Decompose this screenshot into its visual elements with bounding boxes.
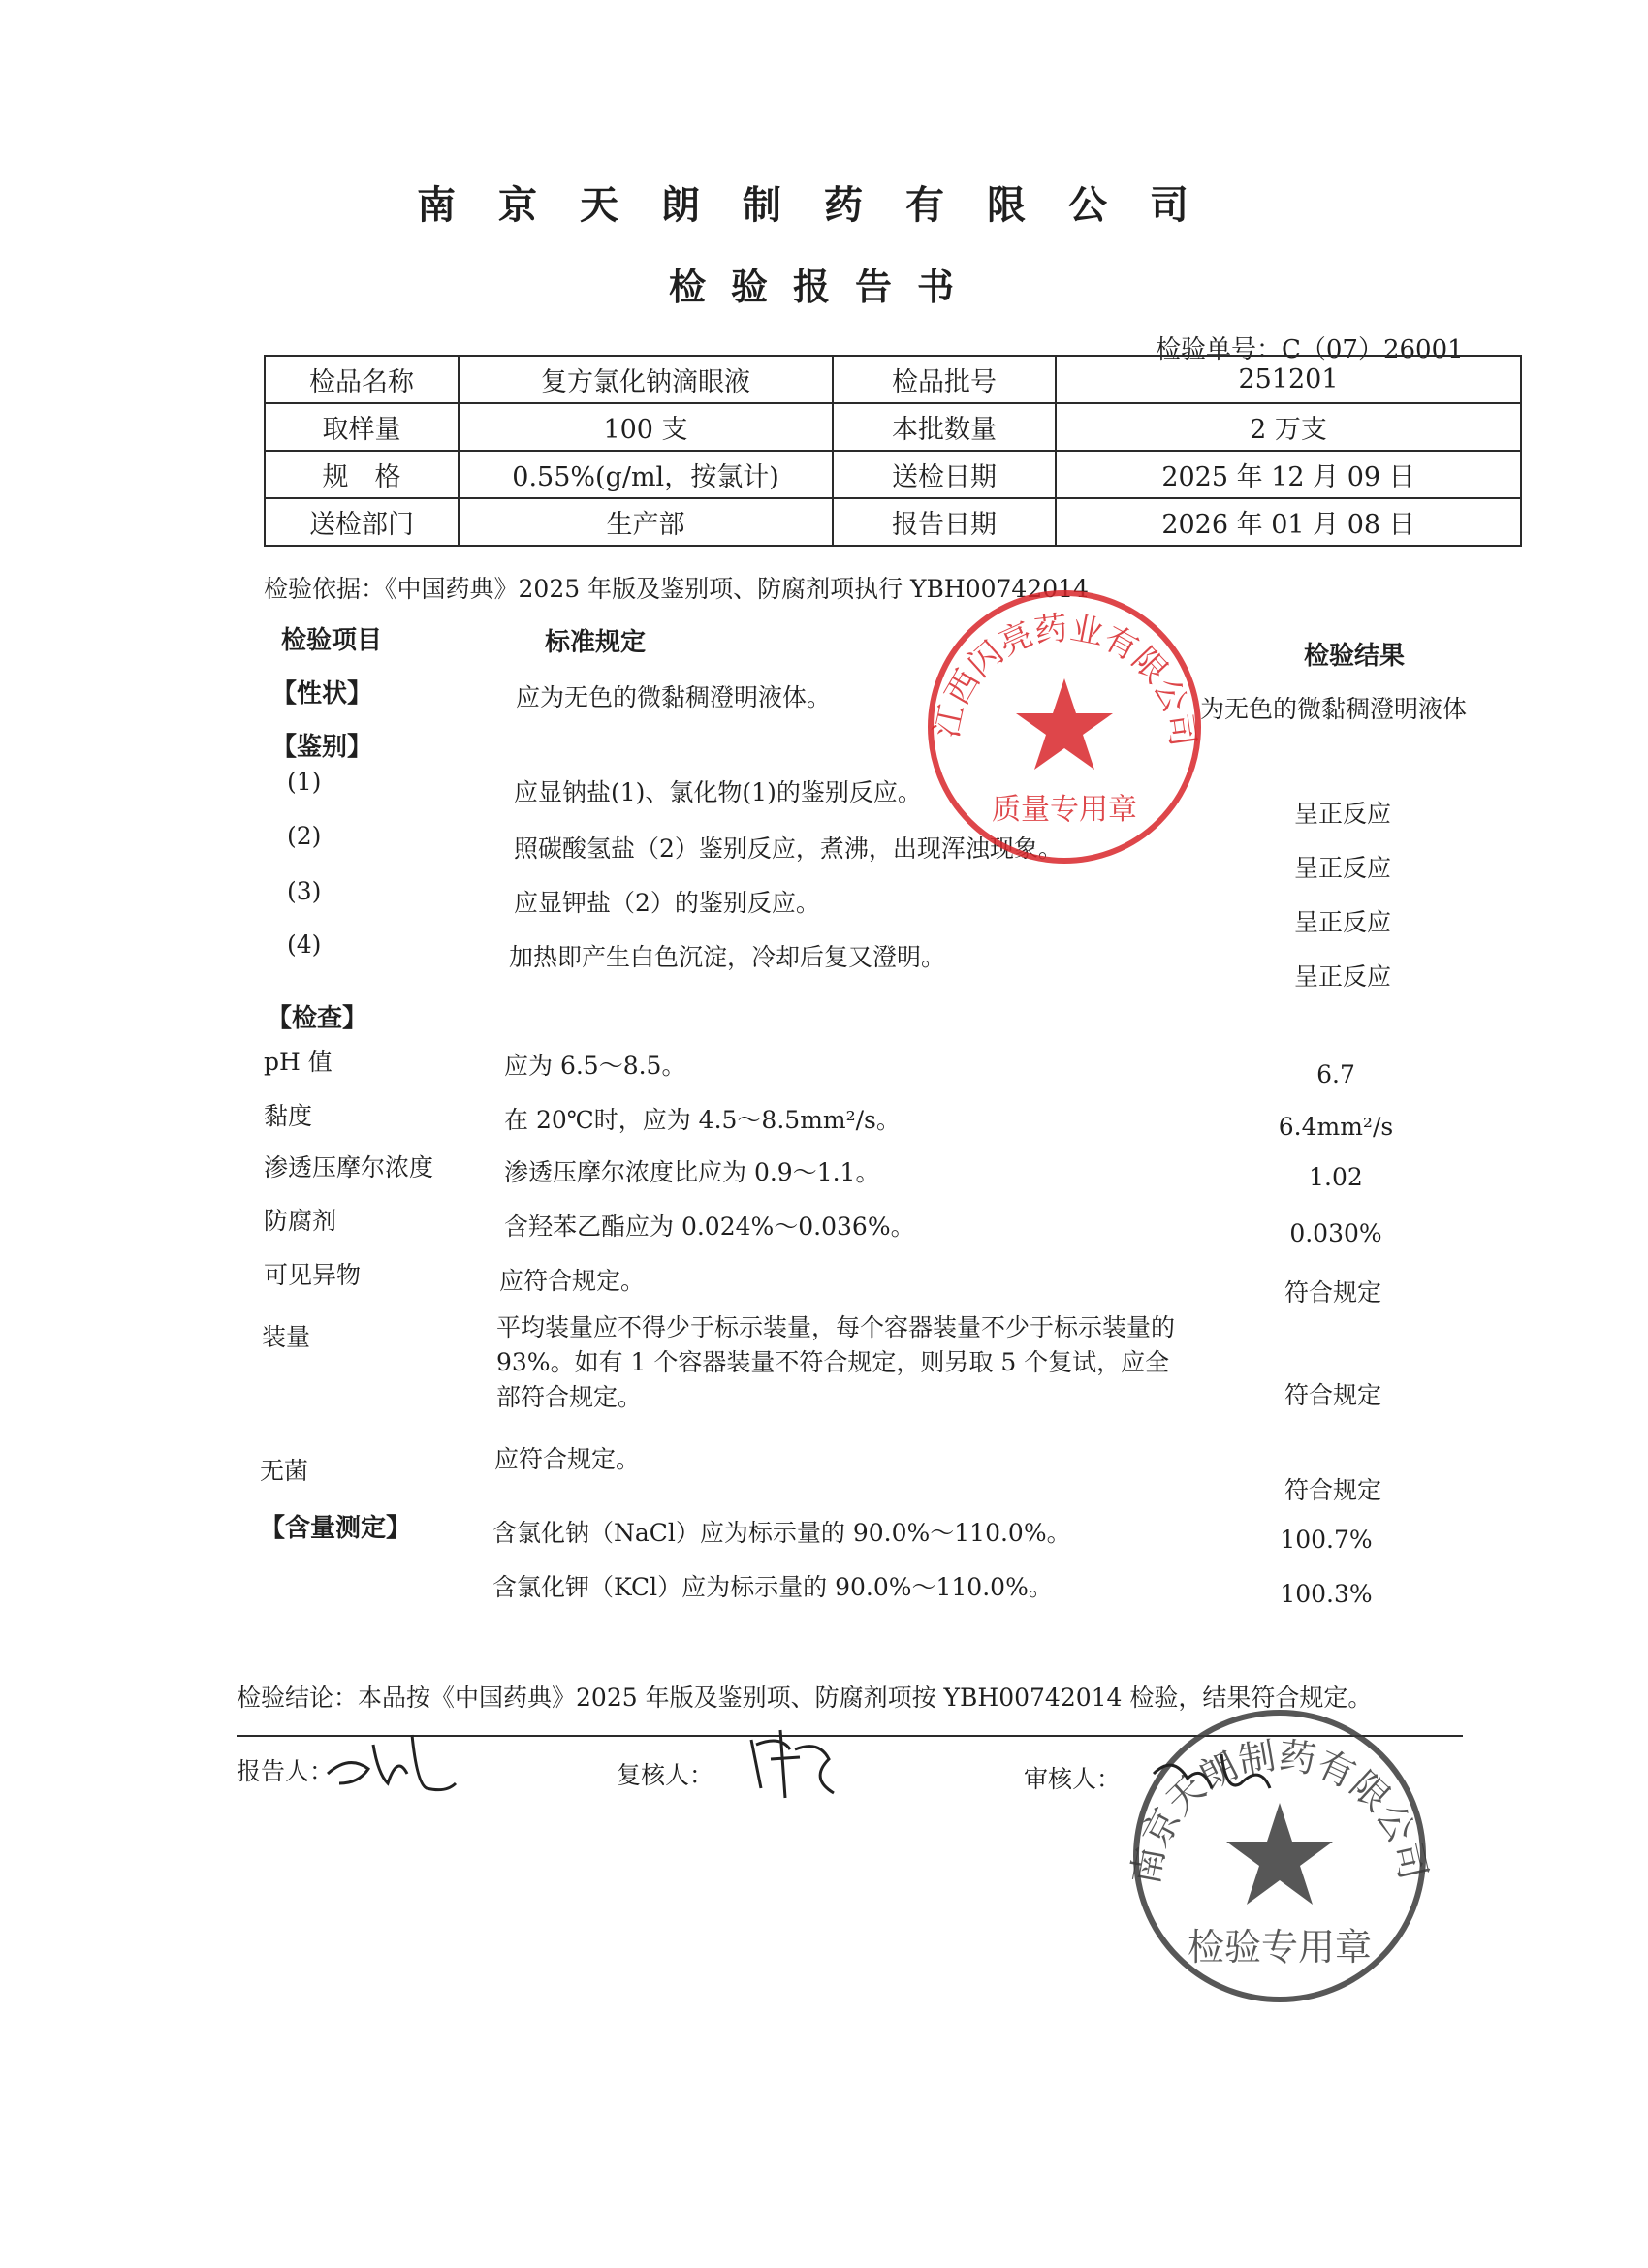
standard-text: 应显钠盐(1)、氯化物(1)的鉴别反应。 [514,778,922,806]
value-cell: 251201 [1056,356,1521,403]
item-name: 黏度 [264,1102,313,1130]
result-text: 100.7% [1280,1526,1373,1554]
red-seal-ring-text: 江西闪亮药业有限公司 [927,608,1202,749]
result-text: 呈正反应 [1293,854,1391,882]
item-name: pH 值 [264,1048,333,1076]
value-cell: 2025 年 12 月 09 日 [1056,451,1521,498]
approver-signature [1144,1735,1280,1812]
value-cell: 100 支 [459,403,833,451]
item-name: 无菌 [260,1457,309,1485]
red-quality-seal [919,582,1210,872]
item-name: 渗透压摩尔浓度 [264,1153,434,1181]
item-number: (4) [287,930,322,959]
item-name: 防腐剂 [264,1207,337,1235]
table-row [265,498,1521,546]
report-title: 检验报告书 [668,265,979,308]
item-number: (3) [287,877,322,905]
standard-text: 渗透压摩尔浓度比应为 0.9～1.1。 [504,1158,880,1186]
value-cell: 复方氯化钠滴眼液 [459,356,833,403]
checker-signature [742,1720,848,1817]
result-text: 1.02 [1309,1163,1363,1191]
label-cell: 规 格 [265,451,459,498]
column-item: 检验项目 [281,626,383,655]
standard-text: 应显钾盐（2）的鉴别反应。 [514,889,820,917]
result-text: 符合规定 [1284,1381,1381,1409]
standard-text: 加热即产生白色沉淀，冷却后复又澄明。 [509,943,946,971]
value-cell: 0.55%(g/ml，按氯计) [459,451,833,498]
standard-text: 应为 6.5～8.5。 [504,1052,686,1080]
company-name: 南京天朗制药有限公司 [417,182,1231,228]
result-text: 0.030% [1289,1219,1382,1247]
standard-text: 在 20℃时，应为 4.5～8.5mm²/s。 [504,1106,901,1134]
label-cell: 送检日期 [833,451,1056,498]
label-cell: 本批数量 [833,403,1056,451]
label-cell: 取样量 [265,403,459,451]
item-name: 可见异物 [264,1261,362,1289]
table-row [265,356,1521,403]
label-cell: 送检部门 [265,498,459,546]
reporter-signature [320,1716,465,1812]
standard-text: 含氯化钾（KCl）应为标示量的 90.0%～110.0%。 [492,1573,1053,1601]
gray-seal-ring-text: 南京天朗制药有限公司 [1124,1733,1436,1888]
value-cell: 生产部 [459,498,833,546]
result-text: 呈正反应 [1293,800,1391,828]
result-text: 6.4mm²/s [1278,1113,1394,1141]
label-cell: 报告日期 [833,498,1056,546]
red-seal-inner-text: 质量专用章 [992,793,1137,827]
sample-info-table [264,355,1522,547]
gray-seal-inner-text: 检验专用章 [1187,1926,1373,1969]
standard-text: 应为无色的微黏稠澄明液体。 [516,683,832,711]
section-inspection: 【检查】 [267,1004,368,1033]
table-row [265,403,1521,451]
result-text: 6.7 [1316,1060,1355,1088]
section-identification: 【鉴别】 [271,733,373,762]
table-row [265,451,1521,498]
label-cell: 检品批号 [833,356,1056,403]
standard-text: 含羟苯乙酯应为 0.024%～0.036%。 [504,1213,915,1241]
reporter-label: 报告人： [237,1757,334,1785]
result-text: 呈正反应 [1293,908,1391,936]
standard-text: 应符合规定。 [494,1445,641,1473]
item-name: 装量 [262,1323,311,1351]
result-text: 符合规定 [1284,1278,1381,1307]
standard-text: 照碳酸氢盐（2）鉴别反应，煮沸，出现浑浊现象。 [514,835,1062,863]
result-text: 为无色的微黏稠澄明液体 [1200,695,1468,723]
section-assay: 【含量测定】 [260,1514,412,1543]
checker-label: 复核人： [617,1761,714,1789]
item-number: (1) [287,768,322,796]
conclusion: 检验结论：本品按《中国药典》2025 年版及鉴别项、防腐剂项按 YBH00742014 检验，结果符合规定。 [237,1684,1373,1712]
standard-text: 应符合规定。 [499,1267,646,1295]
section-character: 【性状】 [271,679,373,709]
value-cell: 2 万支 [1056,403,1521,451]
standard-text: 含氯化钠（NaCl）应为标示量的 90.0%～110.0%。 [492,1519,1071,1547]
result-text: 符合规定 [1284,1476,1381,1504]
standard-text: 平均装量应不得少于标示装量，每个容器装量不少于标示装量的 93%。如有 1 个容器装量不符合规定，则另取 5 个复试，应全部符合规定。 [496,1313,1176,1411]
label-cell: 检品名称 [265,356,459,403]
report-number: 检验单号：C（07）26001 [1156,335,1464,364]
result-text: 100.3% [1280,1580,1373,1608]
value-cell: 2026 年 01 月 08 日 [1056,498,1521,546]
inspection-basis: 检验依据：《中国药典》2025 年版及鉴别项、防腐剂项执行 YBH00742014 [264,575,1089,603]
approver-label: 审核人： [1024,1765,1122,1793]
item-number: (2) [287,822,322,850]
column-standard: 标准规定 [545,628,647,657]
column-result: 检验结果 [1304,642,1406,671]
result-text: 呈正反应 [1293,962,1391,991]
